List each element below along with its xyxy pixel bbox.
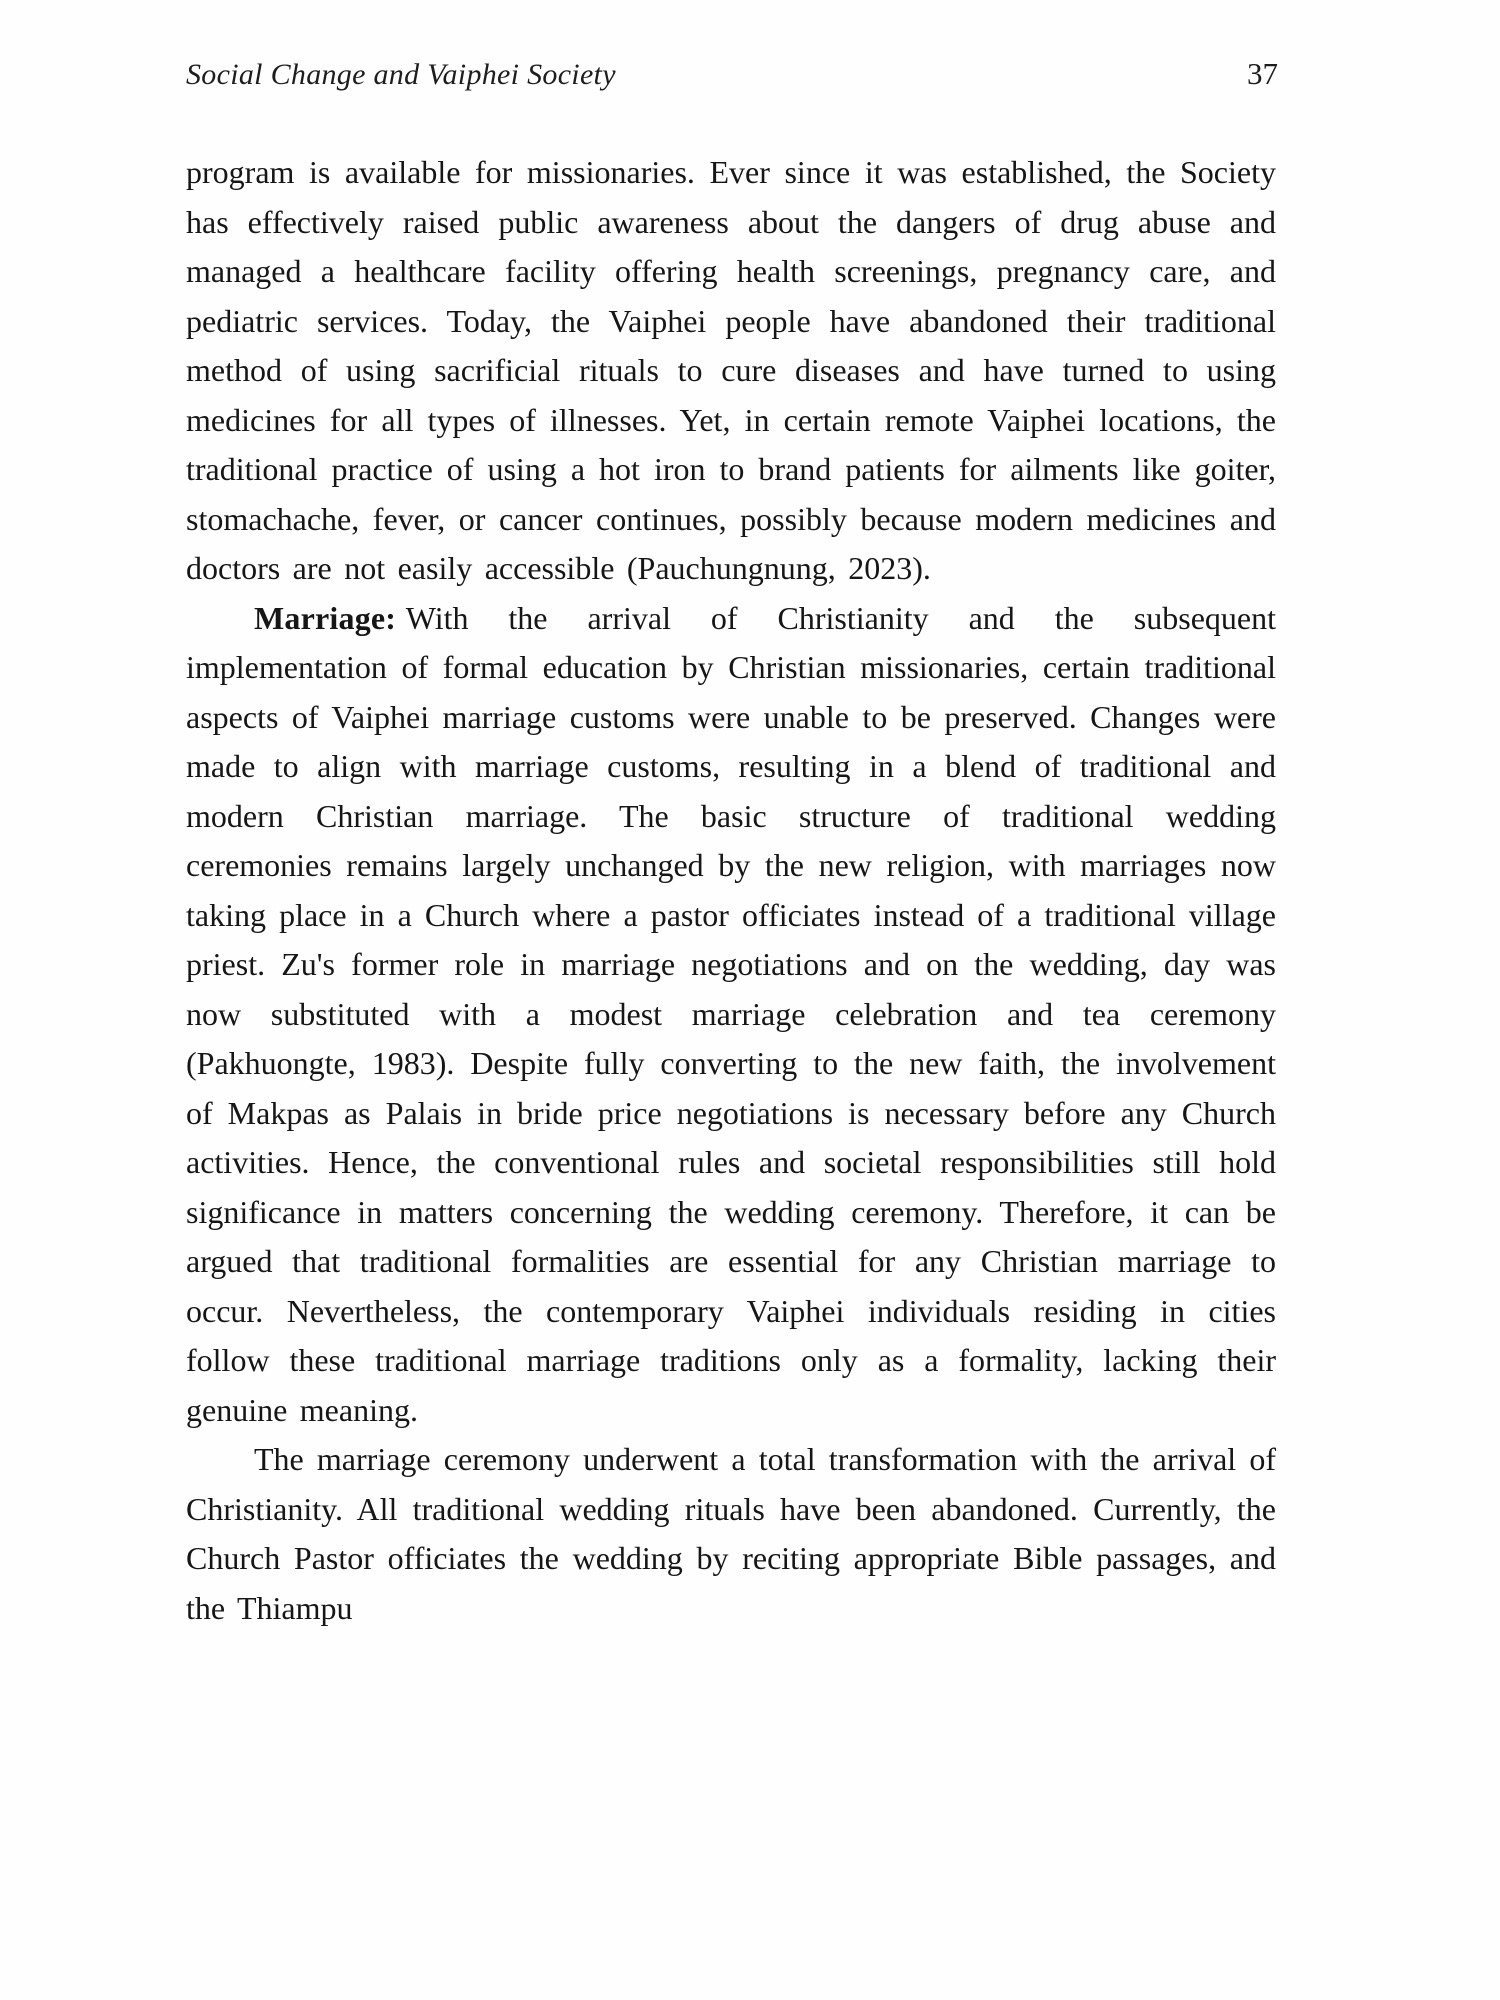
paragraph-2-text: With the arrival of Christianity and the subsequent implementation of formal education by Christian missionaries, certain traditional aspects of Vaiphei marriage customs were unable to be preserved. Changes were made to align with marriage customs, resulting in a blend of traditional and modern Christian marriage. The basic structure of traditional wedding ceremonies remains largely unchanged by the new religion, with marriages now taking place in a Church where a pastor officiates instead of a traditional village priest. Zu's former role in marriage negotiations and on the wedding, day was now substituted with a modest marriage celebration and tea ceremony (Pakhuongte, 1983). Despite fully converting to the new faith, the involvement of Makpas as Palais in bride price negotiations is necessary before any Church activities. Hence, the conventional rules and societal responsibilities still hold significance in matters concerning the wedding ceremony. Therefore, it can be argued that traditional formalities are essential for any Christian marriage to occur. Nevertheless, the contemporary Vaiphei individuals residing in cities follow these traditional marriage traditions only as a formality, lacking their genuine meaning. <box>186 599 1276 1428</box>
paragraph-1-text: program is available for missionaries. Ever since it was established, the Society has effectively raised public awareness about the dangers of drug abuse and managed a healthcare facility offering health screenings, pregnancy care, and pediatric services. Today, the Vaiphei people have abandoned their traditional method of using sacrificial rituals to cure diseases and have turned to using medicines for all types of illnesses. Yet, in certain remote Vaiphei locations, the traditional practice of using a hot iron to brand patients for ailments like goiter, stomachache, fever, or cancer continues, possibly because modern medicines and doctors are not easily accessible (Pauchungnung, 2023). <box>186 154 1276 586</box>
paragraph-2-lead: Marriage: <box>254 599 397 636</box>
running-header <box>186 56 1278 92</box>
paragraph-3-text: The marriage ceremony underwent a total transformation with the arrival of Christianity. All traditional wedding rituals have been abandoned. Currently, the Church Pastor officiates the wedding by reciting appropriate Bible passages, and the Thiampu <box>186 1441 1276 1626</box>
paragraph-continuation <box>186 148 1276 594</box>
paragraph-ceremony <box>186 1435 1276 1633</box>
running-header-title: Social Change and Vaiphei Society <box>186 58 616 91</box>
page-body <box>186 148 1276 1633</box>
paragraph-marriage <box>186 594 1276 1436</box>
page-number: 37 <box>1247 56 1278 91</box>
